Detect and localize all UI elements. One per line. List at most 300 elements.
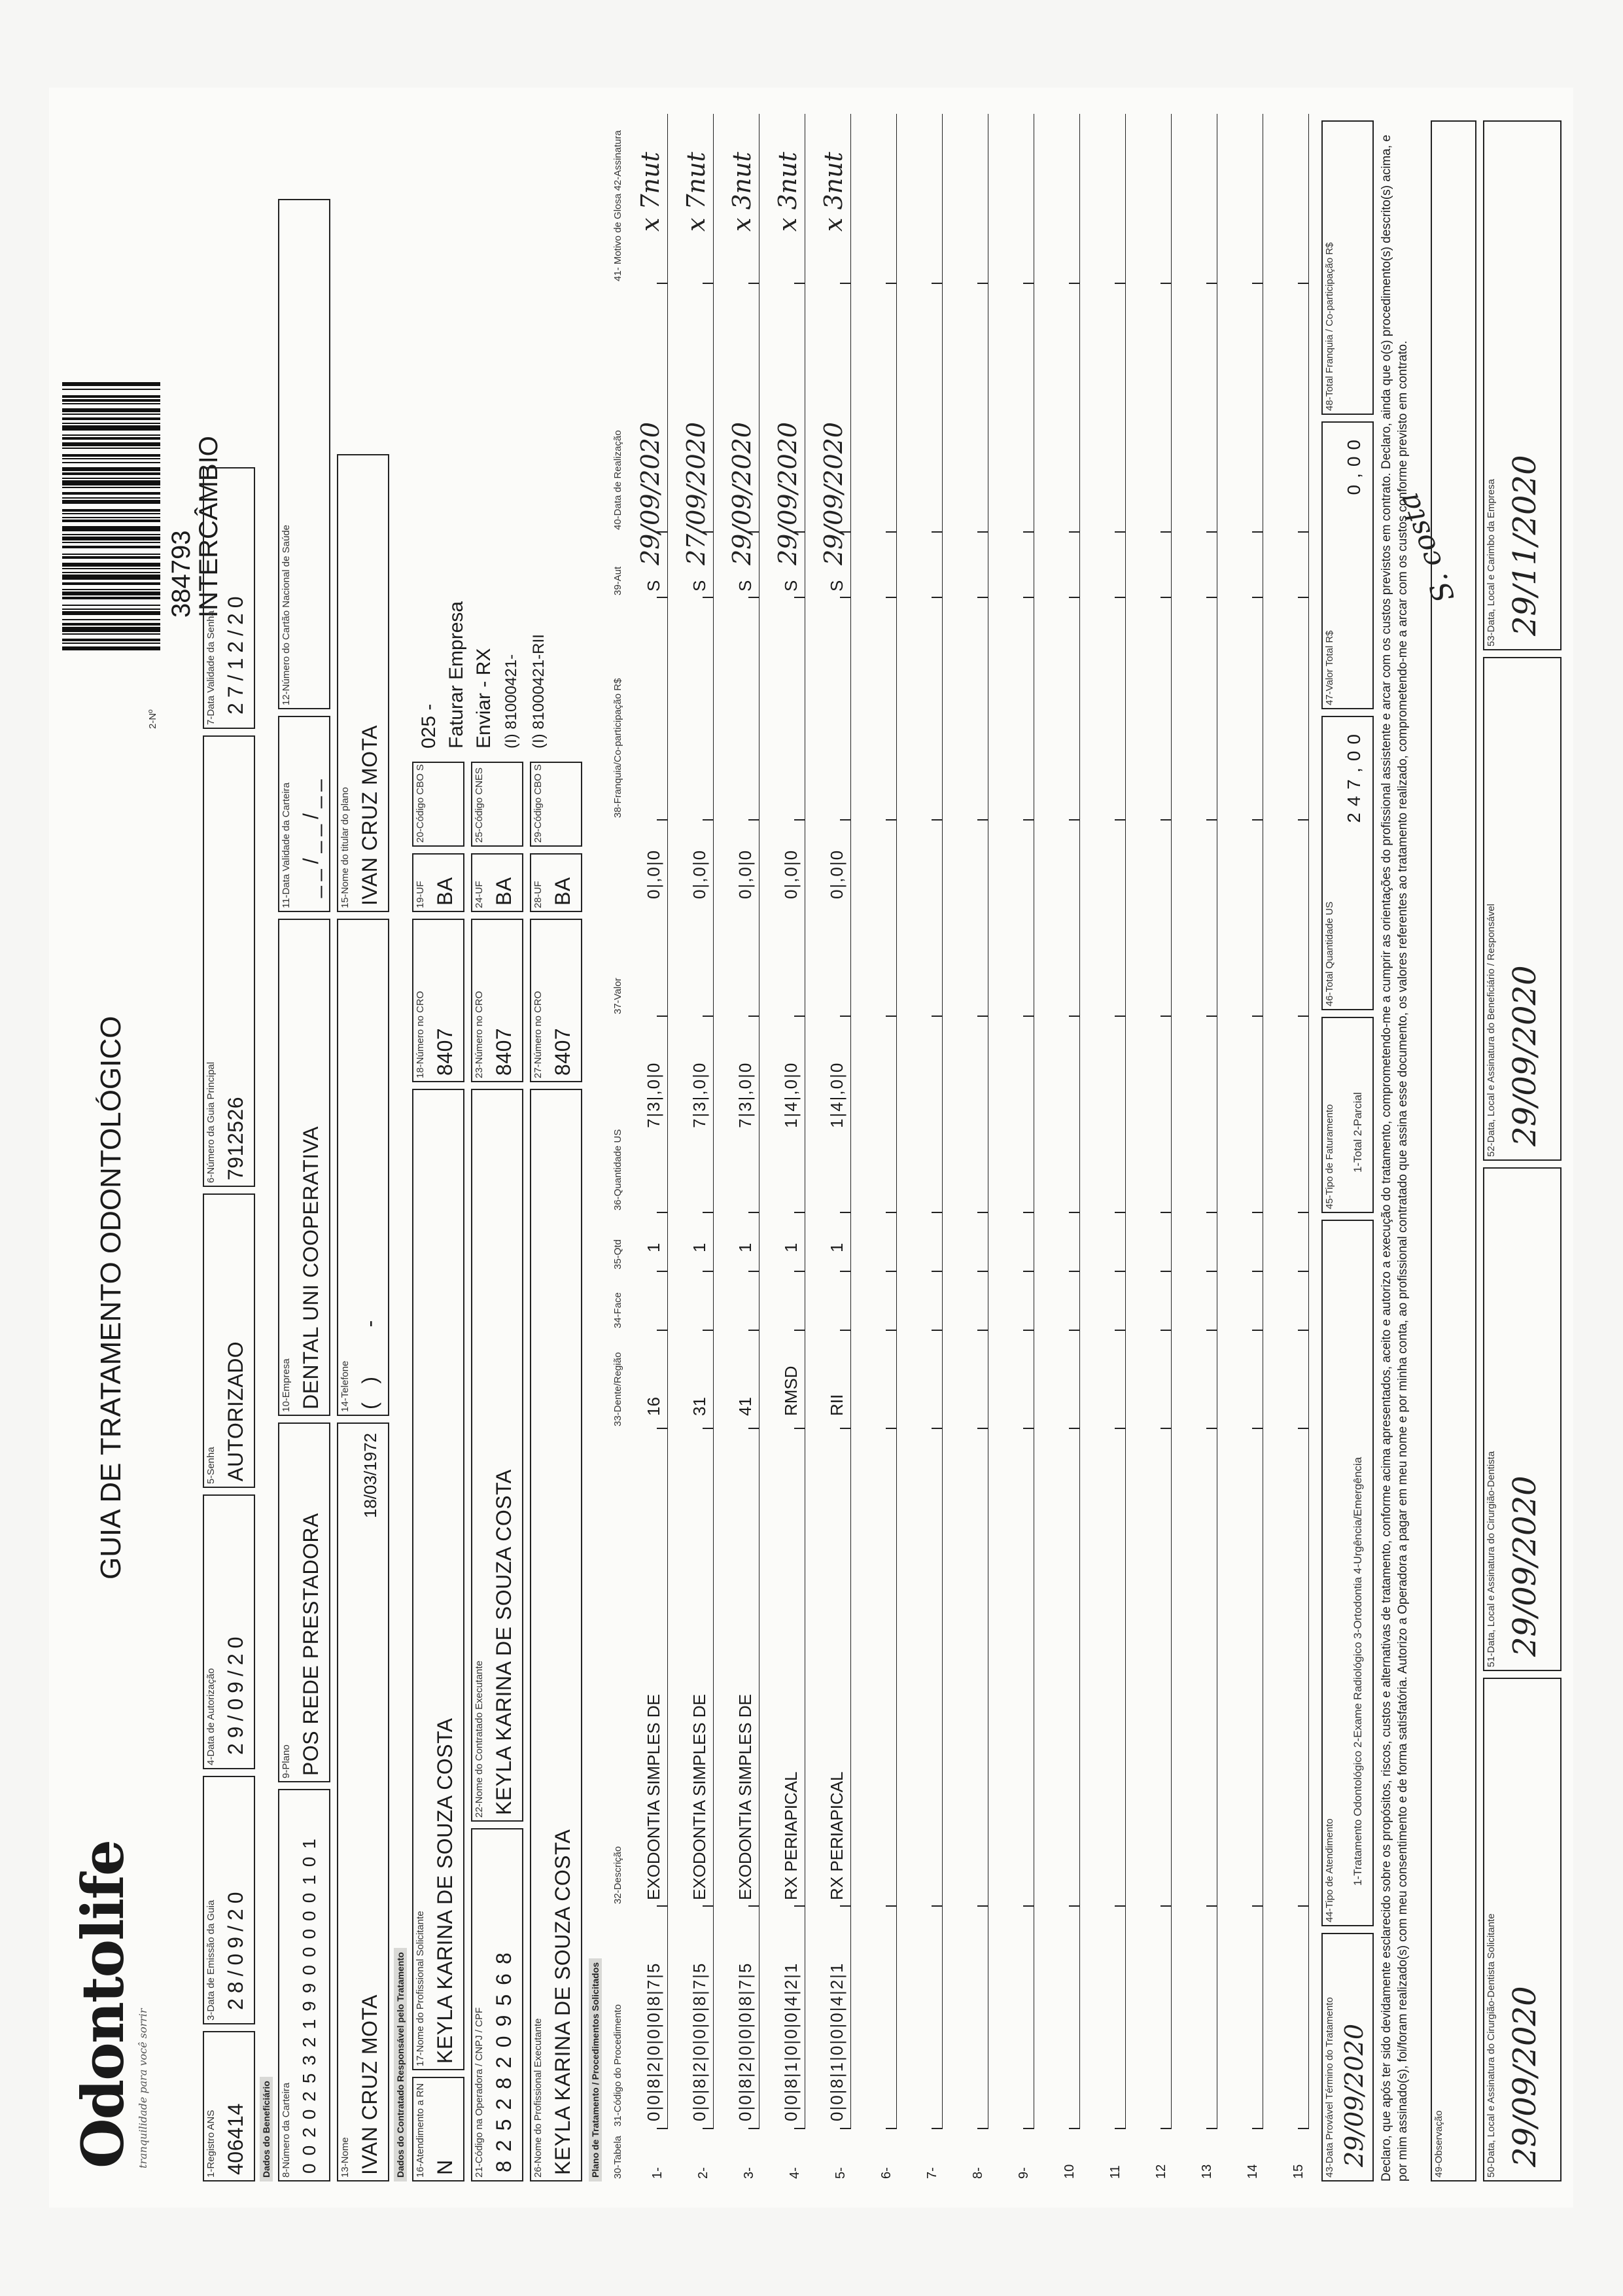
barcode-bar (62, 408, 160, 412)
barcode-bar (62, 487, 160, 488)
table-header-cell: 40-Data de Realização (612, 430, 623, 530)
cell-tick (1023, 531, 1034, 533)
cell-tick (794, 1016, 805, 1017)
field-cbo-20[interactable]: 20-Código CBO S (412, 762, 464, 847)
field-cartao-nacional[interactable]: 12-Número do Cartão Nacional de Saúde (278, 199, 330, 709)
barcode-bar (62, 414, 160, 415)
cell-tick (1023, 1905, 1034, 1907)
barcode-bar (62, 534, 160, 535)
barcode-bar (62, 568, 160, 569)
field-nome[interactable]: 13-Nome IVAN CRUZ MOTA 18/03/1972 (337, 1422, 389, 2181)
table-header-cell: 38-Franquia/Co-participação R$ (612, 678, 623, 818)
cell-quantidade-us: 1|4|,0|0 (781, 1061, 801, 1128)
cell-tick (703, 597, 713, 598)
cell-tick (977, 819, 988, 821)
field-plano[interactable]: 9-Plano POS REDE PRESTADORA (278, 1422, 330, 1782)
cell-tick (1023, 597, 1034, 598)
table-row[interactable] (1178, 114, 1223, 2181)
cell-tick (840, 1428, 850, 1429)
cell-tick (703, 283, 713, 284)
barcode-bar (62, 563, 160, 567)
barcode-bar (62, 517, 160, 518)
table-row[interactable] (1040, 114, 1086, 2181)
cell-dente: 31 (689, 1397, 709, 1416)
logo-tagline: tranquilidade para você sorrir (137, 2008, 149, 2168)
cell-tick (748, 283, 759, 284)
cell-tick (886, 283, 896, 284)
barcode-bar (62, 554, 160, 555)
row-underline (942, 114, 943, 2129)
cell-tick (657, 1016, 667, 1017)
cell-tick (840, 1016, 850, 1017)
field-data-validade-senha[interactable]: 7-Data Validade da Senha 27/12/20 (203, 467, 255, 729)
barcode-bar (62, 458, 160, 459)
cell-tick (886, 1212, 896, 1213)
barcode-bar (62, 546, 160, 548)
cell-tick (840, 1271, 850, 1272)
cell-tick (1069, 531, 1079, 533)
cell-tick (794, 819, 805, 821)
barcode-bar (62, 500, 160, 504)
cell-tick (977, 1212, 988, 1213)
cell-tick (1298, 1330, 1308, 1331)
field-telefone[interactable]: 14-Telefone ( ) - (337, 919, 389, 1416)
barcode-bar (62, 425, 160, 431)
barcode-bar (62, 497, 160, 499)
table-header-cell: 31-Código do Procedimento (612, 2004, 623, 2127)
telefone-value: ( ) - (358, 1320, 381, 1409)
side-notes (415, 601, 553, 749)
cell-quantidade-us: 7|3|,0|0 (644, 1061, 663, 1128)
cell-assinatura: x 7nut (636, 152, 665, 232)
barcode-bar (62, 389, 160, 390)
cell-tick (886, 1428, 896, 1429)
cell-tick (1023, 1212, 1034, 1213)
signature-50[interactable]: 50-Data, Local e Assinatura do Cirurgião-Dentista Solicitante 29/09/2020 (1483, 1678, 1562, 2181)
cell-tick (1298, 2128, 1308, 2129)
cell-tick (932, 1330, 942, 1331)
field-total-franquia[interactable]: 48-Total Franquia / Co-participação R$ (1321, 120, 1374, 415)
cell-tick (1206, 597, 1217, 598)
barcode-bar (62, 492, 160, 495)
cell-tick (1069, 1212, 1079, 1213)
cell-tick (1023, 283, 1034, 284)
cell-codigo: 0|0|8|1|0|0|0|4|2|1 (827, 1962, 846, 2121)
section-contratado: Dados do Contratado Responsável pelo Tratamento (394, 1948, 407, 2181)
cell-tick (703, 1330, 713, 1331)
cell-tick (977, 283, 988, 284)
table-row[interactable] (949, 114, 994, 2181)
signature-53-date: 29/11/2020 (1507, 455, 1543, 636)
declaration-text: Declaro, que após ter sido devidamente esclarecido sobre os propósitos, riscos, custos e alternativas de tratamento, conforme acima apresentados, aceito e autorizo a execução do tratamento, comprometendo-me a cumprir as orientações do profissional assistente e arcar com os custos previstos em contrato. Declaro, ainda que o(s) procedimento(s) descrito(s) acima, e por mim assinado(s), foi/foram realizado(s) com meu consentimento e de forma satisfatória. Autorizo a Operadora a pagar em meu nome e por minha conta, ao profissional contratado que assina esse documento, os valores referentes ao tratamento realizado, comprometendo-me a arcar com os custos conforme previsto em contrato. (1380, 134, 1410, 2181)
cell-tick (1115, 597, 1125, 598)
field-profissional-solicitante[interactable]: 17-Nome do Profissional Solicitante KEYLA KARINA DE SOUZA COSTA (412, 1089, 464, 2070)
cell-tick (977, 1428, 988, 1429)
cell-valor: 0|,0|0 (735, 849, 755, 899)
cell-tick (1115, 531, 1125, 533)
field-registro-ans[interactable]: 1-Registro ANS 406414 (203, 2031, 255, 2181)
cell-tick (1298, 1428, 1308, 1429)
cell-tick (1298, 597, 1308, 598)
cell-dente: 16 (644, 1397, 663, 1416)
cell-tick (932, 1428, 942, 1429)
cell-tick (703, 1212, 713, 1213)
cell-tick (1206, 1428, 1217, 1429)
cell-tick (977, 597, 988, 598)
cell-tick (1023, 819, 1034, 821)
cell-tick (1023, 1016, 1034, 1017)
cell-tick (1252, 819, 1263, 821)
cell-tick (1115, 1212, 1125, 1213)
section-plano: Plano de Tratamento / Procedimentos Solicitados (589, 1958, 602, 2181)
cell-tick (703, 819, 713, 821)
procedures-table (608, 114, 1315, 2181)
table-row[interactable] (1269, 114, 1315, 2181)
barcode-bar (62, 513, 160, 514)
cell-tick (1298, 1905, 1308, 1907)
barcode-bar (62, 633, 160, 635)
field-numero-guia-principal[interactable]: 6-Número da Guia Principal 7912526 (203, 735, 255, 1187)
cell-tick (1115, 1016, 1125, 1017)
table-header-cell: 37-Valor (612, 978, 623, 1014)
barcode-bar (62, 434, 160, 436)
side-note: Faturar Empresa (445, 601, 467, 749)
cell-assinatura: x 7nut (682, 152, 710, 232)
numero-carteira-value: 0020253219900000101 (299, 1831, 319, 2174)
profissional-solicitante-value: KEYLA KARINA DE SOUZA COSTA (433, 1718, 457, 2064)
table-header-cell: 30-Tabela (612, 2136, 623, 2179)
cell-data: 29/09/2020 (819, 421, 848, 565)
cell-tick (1069, 1271, 1079, 1272)
cell-tick (748, 1428, 759, 1429)
intercambio-label: INTERCÂMBIO (194, 436, 223, 618)
field-valor-total[interactable]: 47-Valor Total R$ 0,00 (1321, 421, 1374, 709)
cell-descricao: RX PERIAPICAL (781, 1771, 801, 1900)
row-number: 9- (1017, 2167, 1031, 2179)
cell-assinatura: x 3nut (819, 152, 848, 232)
field-total-quantidade-us[interactable]: 46-Total Quantidade US 247,00 (1321, 716, 1374, 1010)
cell-tick (886, 819, 896, 821)
field-senha[interactable]: 5-Senha AUTORIZADO (203, 1193, 255, 1488)
table-row[interactable] (720, 114, 765, 2181)
cell-tick (748, 1212, 759, 1213)
cell-valor: 0|,0|0 (644, 849, 663, 899)
profissional-executante-value: KEYLA KARINA DE SOUZA COSTA (551, 1829, 574, 2175)
table-row[interactable] (1223, 114, 1269, 2181)
cell-dente: RII (827, 1394, 846, 1416)
cell-tick (748, 597, 759, 598)
field-observacao[interactable]: 49-Observação (1431, 120, 1476, 2181)
cell-qtd: 1 (781, 1243, 801, 1252)
cell-tick (840, 1905, 850, 1907)
total-quantidade-us-value: 247,00 (1344, 728, 1364, 823)
cell-tick (1252, 1330, 1263, 1331)
table-row[interactable] (674, 114, 720, 2181)
barcode-bar (62, 526, 160, 531)
cell-tick (1115, 1271, 1125, 1272)
contratado-executante-value: KEYLA KARINA DE SOUZA COSTA (492, 1469, 515, 1815)
barcode-bar (62, 646, 160, 650)
tipo-atendimento-options: 1-Tratamento Odontológico 2-Exame Radiológico 3-Ortodontia 4-Urgência/Emergência (1352, 1457, 1364, 1886)
cell-tick (703, 1271, 713, 1272)
cell-tick (748, 819, 759, 821)
cell-tick (1161, 1330, 1171, 1331)
cell-tick (932, 531, 942, 533)
cell-tick (1252, 1905, 1263, 1907)
cell-tick (1115, 819, 1125, 821)
field-data-validade-carteira[interactable]: 11-Data Validade da Carteira __/__/__ (278, 716, 330, 912)
cell-tick (977, 1016, 988, 1017)
cell-tick (657, 2128, 667, 2129)
field-tipo-atendimento[interactable]: 44-Tipo de Atendimento 1-Tratamento Odontológico 2-Exame Radiológico 3-Ortodontia 4-Urgência/Emergência (1321, 1220, 1374, 1926)
barcode-bar (62, 448, 160, 449)
cell-tick (1298, 531, 1308, 533)
nome-value: IVAN CRUZ MOTA (358, 1994, 381, 2175)
cell-data: 29/09/2020 (636, 421, 665, 565)
cell-tick (1161, 819, 1171, 821)
row-underline (713, 114, 714, 2129)
guide-number-label: 2-Nº (147, 709, 158, 729)
data-validade-carteira-value: __/__/__ (299, 774, 323, 898)
cell-tick (794, 597, 805, 598)
data-termino-value: 29/09/2020 (1340, 2023, 1369, 2167)
cell-tick (886, 2128, 896, 2129)
cell-codigo: 0|0|8|2|0|0|0|8|7|5 (735, 1962, 755, 2121)
cell-quantidade-us: 1|4|,0|0 (827, 1061, 846, 1128)
cell-tick (977, 1271, 988, 1272)
field-data-autorizacao[interactable]: 4-Data de Autorização 29/09/20 (203, 1494, 255, 1769)
field-data-termino[interactable]: 43-Data Provável Término do Tratamento 29/09/2020 (1321, 1933, 1374, 2181)
signature-52[interactable]: 52-Data, Local e Assinatura do Beneficiário / Responsável 29/09/2020 (1483, 657, 1562, 1161)
side-note: (I) 81000421- (502, 654, 520, 749)
side-note: 025 - (418, 703, 440, 749)
cell-tick (1252, 1016, 1263, 1017)
barcode-bar (62, 382, 160, 386)
barcode-bar (62, 542, 160, 543)
cell-tick (1069, 1330, 1079, 1331)
cell-tick (794, 2128, 805, 2129)
cell-tick (886, 1905, 896, 1907)
table-row[interactable] (857, 114, 903, 2181)
row-underline (1125, 114, 1126, 2129)
valor-total-value: 0,00 (1344, 433, 1364, 495)
barcode-bar (62, 442, 160, 446)
cell-tick (1252, 1212, 1263, 1213)
barcode-bar (62, 623, 160, 626)
cell-tick (840, 597, 850, 598)
table-header-cell: 33-Dente/Região (612, 1352, 623, 1426)
cell-tick (1206, 1271, 1217, 1272)
barcode-bar (62, 611, 160, 615)
field-uf-24[interactable]: 24-UF BA (471, 853, 523, 912)
cell-tick (1206, 283, 1217, 284)
atendimento-rn-value: N (433, 2159, 457, 2175)
barcode-bar (62, 467, 160, 471)
table-row[interactable] (903, 114, 949, 2181)
row-number: 6- (879, 2167, 894, 2179)
signature-51[interactable]: 51-Data, Local e Assinatura do Cirurgião-Dentista 29/09/2020 (1483, 1167, 1562, 1671)
cell-tick (1069, 283, 1079, 284)
signature-52-date: 29/09/2020 (1507, 965, 1543, 1146)
cell-tick (1206, 2128, 1217, 2129)
cell-codigo: 0|0|8|1|0|0|0|4|2|1 (781, 1962, 801, 2121)
cell-tick (1206, 531, 1217, 533)
barcode-bar (62, 556, 160, 559)
field-uf-19[interactable]: 19-UF BA (412, 853, 464, 912)
cell-quantidade-us: 7|3|,0|0 (735, 1061, 755, 1128)
cell-tick (977, 1905, 988, 1907)
logo-wordmark: Odontolife (69, 1841, 137, 2168)
cell-tick (657, 283, 667, 284)
barcode-bar (62, 609, 160, 610)
codigo-operadora-value: 82528209568 (492, 1943, 515, 2172)
cell-tick (932, 1271, 942, 1272)
cell-tick (1115, 1905, 1125, 1907)
barcode-bar (62, 454, 160, 457)
cell-tick (1252, 1428, 1263, 1429)
cell-tick (840, 819, 850, 821)
row-number: 1- (650, 2167, 665, 2179)
signature-51-date: 29/09/2020 (1507, 1475, 1543, 1657)
cell-tick (840, 2128, 850, 2129)
table-row[interactable] (1086, 114, 1132, 2181)
cell-tick (1161, 1428, 1171, 1429)
field-cbo-29[interactable]: 29-Código CBO S (530, 762, 582, 847)
table-row[interactable] (1132, 114, 1178, 2181)
cell-assinatura: x 3nut (727, 152, 756, 232)
cell-tick (1115, 2128, 1125, 2129)
odontolife-logo (69, 1841, 149, 2168)
numero-guia-principal-value: 7912526 (224, 1096, 247, 1180)
data-emissao-value: 28/09/20 (224, 1886, 247, 2010)
field-data-emissao[interactable]: 3-Data de Emissão da Guia 28/09/20 (203, 1776, 255, 2024)
row-number: 3- (742, 2167, 756, 2179)
cell-aut: S (735, 580, 755, 592)
cell-tick (703, 1016, 713, 1017)
cell-tick (932, 283, 942, 284)
table-row[interactable] (628, 114, 674, 2181)
cell-tick (657, 1428, 667, 1429)
row-number: 12 (1154, 2164, 1168, 2179)
cell-assinatura: x 3nut (773, 152, 802, 232)
cell-tick (932, 819, 942, 821)
cell-tick (748, 1905, 759, 1907)
field-nome-titular[interactable]: 15-Nome do titular do plano IVAN CRUZ MOTA (337, 454, 389, 912)
barcode-bar (62, 480, 160, 486)
cell-aut: S (781, 580, 801, 592)
field-tipo-faturamento[interactable]: 45-Tipo de Faturamento 1-Total 2-Parcial (1321, 1017, 1374, 1213)
cell-tick (886, 531, 896, 533)
field-numero-cro-23[interactable]: 23-Número no CRO 8407 (471, 919, 523, 1082)
cell-tick (1115, 1428, 1125, 1429)
signature-53[interactable]: 53-Data, Local e Carimbo da Empresa 29/11/2020 (1483, 120, 1562, 650)
row-number: 11 (1108, 2165, 1123, 2179)
table-header-cell: 41- Motivo de Glosa 42-Assinatura (612, 130, 623, 281)
cell-data: 29/09/2020 (727, 421, 756, 565)
cell-tick (1206, 819, 1217, 821)
senha-value: AUTORIZADO (224, 1341, 247, 1481)
barcode-bar (62, 605, 160, 606)
cell-descricao: RX PERIAPICAL (827, 1771, 846, 1900)
barcode-bar (62, 478, 160, 479)
nascimento-value: 18/03/1972 (360, 1433, 380, 1519)
barcode-bar (62, 627, 160, 632)
cell-qtd: 1 (689, 1243, 709, 1252)
field-contratado-executante[interactable]: 22-Nome do Contratado Executante KEYLA KARINA DE SOUZA COSTA (471, 1089, 523, 1822)
row-number: 5- (833, 2167, 848, 2179)
barcode-bar (62, 437, 160, 440)
cell-tick (932, 1212, 942, 1213)
row-underline (1171, 114, 1172, 2129)
table-row[interactable] (994, 114, 1040, 2181)
cell-tick (1023, 1271, 1034, 1272)
cell-data: 29/09/2020 (773, 421, 802, 565)
field-profissional-executante[interactable]: 26-Nome do Profissional Executante KEYLA KARINA DE SOUZA COSTA (530, 1089, 582, 2181)
field-numero-carteira[interactable]: 8-Número da Carteira 0020253219900000101 (278, 1789, 330, 2181)
cell-tick (748, 1330, 759, 1331)
table-row[interactable] (765, 114, 811, 2181)
cell-dente: 41 (735, 1397, 755, 1416)
cell-tick (886, 1330, 896, 1331)
cell-tick (1206, 1016, 1217, 1017)
cell-tick (932, 1016, 942, 1017)
table-header-cell: 39-Aut (612, 566, 623, 595)
cell-tick (1206, 1905, 1217, 1907)
cell-tick (794, 1212, 805, 1213)
cell-tick (1252, 2128, 1263, 2129)
cell-qtd: 1 (735, 1243, 755, 1252)
cell-aut: S (644, 580, 663, 592)
barcode-bar (62, 592, 160, 595)
barcode-bar (62, 520, 160, 522)
field-cnes-25[interactable]: 25-Código CNES (471, 762, 523, 847)
row-number: 10 (1062, 2164, 1077, 2179)
field-uf-28[interactable]: 28-UF BA (530, 853, 582, 912)
barcode-bar (62, 399, 160, 402)
barcode-bar (62, 643, 160, 644)
cell-valor: 0|,0|0 (689, 849, 709, 899)
cell-tick (1206, 1330, 1217, 1331)
table-header-cell: 36-Quantidade US (612, 1129, 623, 1210)
row-number: 4- (788, 2167, 802, 2179)
data-validade-senha-value: 27/12/20 (224, 591, 247, 715)
row-number: 2- (696, 2167, 710, 2179)
field-codigo-operadora[interactable]: 21-Código na Operadora / CNPJ / CPF 82528209568 (471, 1828, 523, 2181)
field-empresa[interactable]: 10-Empresa DENTAL UNI COOPERATIVA (278, 919, 330, 1416)
field-atendimento-rn[interactable]: 16-Atendimento a RN N (412, 2077, 464, 2181)
cell-tick (1069, 1428, 1079, 1429)
cell-qtd: 1 (644, 1243, 663, 1252)
table-row[interactable] (811, 114, 857, 2181)
cell-tick (932, 597, 942, 598)
row-underline (1308, 114, 1309, 2129)
cell-tick (794, 1905, 805, 1907)
cell-tick (657, 1905, 667, 1907)
field-numero-cro-27[interactable]: 27-Número no CRO 8407 (530, 919, 582, 1082)
barcode-bar (62, 395, 160, 398)
barcode-bar (62, 423, 160, 424)
field-numero-cro-18[interactable]: 18-Número no CRO 8407 (412, 919, 464, 1082)
cell-tick (1023, 1330, 1034, 1331)
cell-tick (1069, 2128, 1079, 2129)
cell-tick (657, 1330, 667, 1331)
cell-tick (1298, 1212, 1308, 1213)
cell-tick (1069, 597, 1079, 598)
cell-quantidade-us: 7|3|,0|0 (689, 1061, 709, 1128)
cell-data: 27/09/2020 (682, 421, 710, 565)
cell-tick (932, 1905, 942, 1907)
table-header-cell: 32-Descrição (612, 1846, 623, 1904)
